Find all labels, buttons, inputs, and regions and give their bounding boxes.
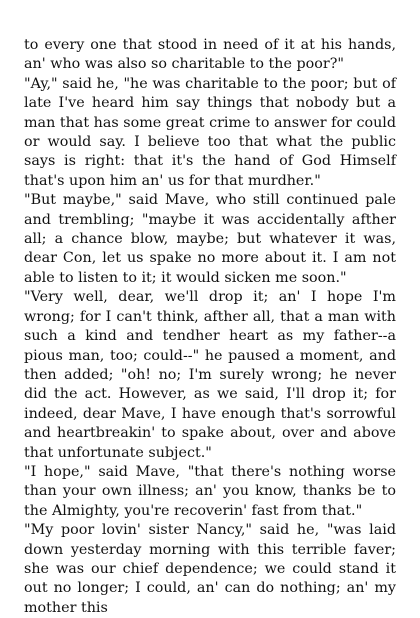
paragraph-6: "My poor lovin' sister Nancy," said he, "was laid down yesterday morning with this terrible faver; she was our chief dependence; we could stand it out no longer; I could, an' can do nothing; an' my mother this — [24, 522, 396, 616]
paragraph-2: "Ay," said he, "he was charitable to the poor; but of late I've heard him say things that nobody but a man that has some great crime to answer for could or would say. I believe too that what the public says is right: that it's the hand of God Himself that's upon him an' us for that murdher." — [24, 75, 396, 189]
paragraph-4: "Very well, dear, we'll drop it; an' I hope I'm wrong; for I can't think, afther all, that a man with such a kind and tendher heart as my father--a pious man, too; could--" he paused a moment, and then added; "oh! no; I'm surely wrong; he never did the act. However, as we said, I'll drop it; for indeed, dear Mave, I have enough that's sorrowful and heartbreakin' to spake about, over and above that unfortunate subject." — [24, 289, 396, 461]
paragraph-5: "I hope," said Mave, "that there's nothing worse than your own illness; an' you know, thanks be to the Almighty, you're recoverin' fast from that." — [24, 463, 396, 519]
paragraph-1: to every one that stood in need of it at his hands, an' who was also so charitable to the poor?" — [24, 37, 396, 73]
paragraph-3: "But maybe," said Mave, who still continued pale and trembling; "maybe it was accidentally afther all; a chance blow, maybe; but whatever it was, dear Con, let us spake no more about it. I am not able to listen to it; it would sicken me soon." — [24, 192, 396, 286]
